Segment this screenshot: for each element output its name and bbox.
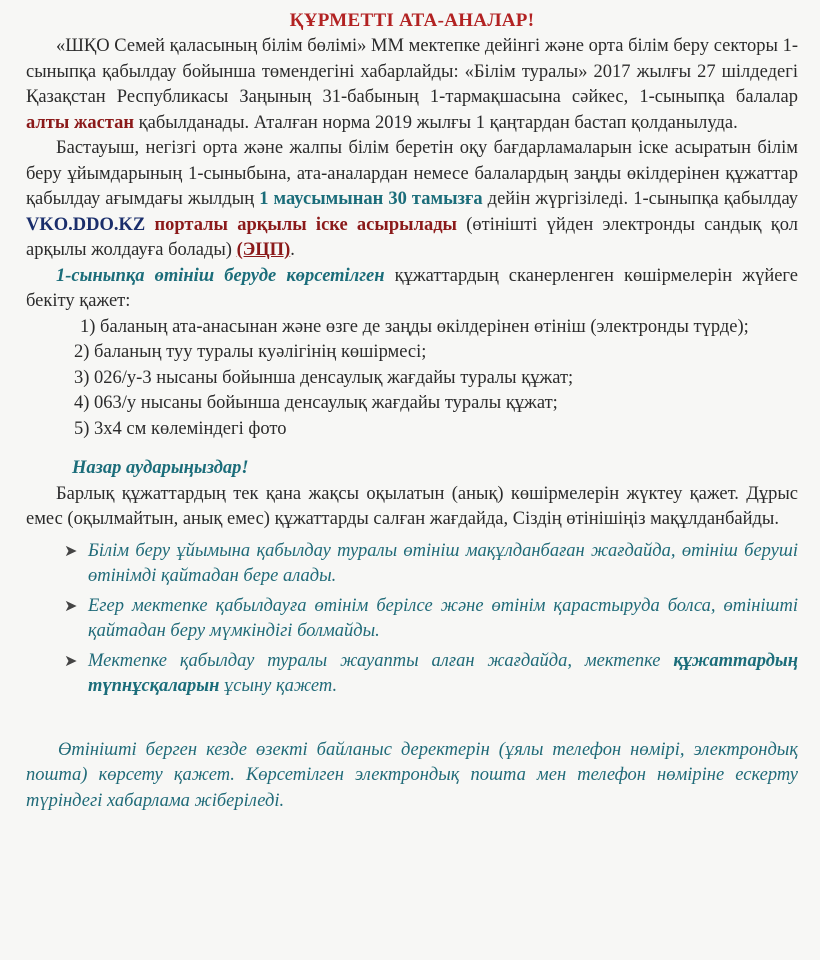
documents-list (26, 315, 798, 443)
admission-paragraph (26, 136, 798, 264)
list-item: 2) баланың туу туралы куәлігінің көшірмесі; (74, 342, 427, 362)
intro-text-1: «ШҚО Семей қаласының білім бөлімі» ММ мектепке дейінгі және орта білім беру секторы 1-сыныпқа қабылдау бойынша төмендегіні хабарлайды: «Білім туралы» 2017 жылғы 27 шілдедегі Қазақстан Республикасы Заңының 31-бабының 1-тармақшасына сәйкес, 1-сыныпқа балалар (26, 36, 798, 107)
list-item: 4) 063/у нысаны бойынша денсаулық жағдайы туралы құжат; (74, 393, 558, 413)
admission-text-1: Бастауыш, негізгі орта және жалпы білім беретін оқу бағдарламаларын іске асыратын білім беру ұйымдарының 1-сыныбына, ата-аналардан немесе балалардың заңды өкілдерінен құжаттар қабылдау ағымдағы жылдың (26, 138, 798, 209)
contact-note: Өтінішті берген кезде өзекті байланыс деректерін (ұялы телефон нөмірі, электрондық пошта) көрсету қажет. Көрсетілген электрондық пошта мен телефон нөміріне ескерту түріндегі хабарлама жіберіледі. (26, 739, 798, 811)
arrowhead-bullet-icon: ➤ (64, 542, 78, 560)
documents-lead: 1-сыныпқа өтініш беруде көрсетілген (56, 265, 385, 286)
attention-heading: Назар аударыңыздар! (72, 458, 249, 478)
age-highlight: алты жастан (26, 112, 135, 133)
note-text: Егер мектепке қабылдауға өтінім берілсе және өтінім қарастыруда болса, өтінішті қайтадан беру мүмкіндігі болмайды. (88, 595, 798, 641)
arrowhead-bullet-icon: ➤ (64, 597, 78, 615)
notes-list (26, 539, 798, 700)
portal-text: порталы арқылы іске асырылады (145, 214, 457, 235)
documents-paragraph (26, 264, 798, 315)
documents-text: құжаттардың сканерленген көшірмелерін жүйеге бекіту қажет: (26, 265, 798, 311)
note-text: Мектепке қабылдау туралы жауапты алған жағдайда, мектепке (88, 650, 674, 671)
note-text-end: ұсыну қажет. (219, 676, 338, 696)
list-item: 1) баланың ата-анасынан және өзге де заңды өкілдерінен өтініш (электронды түрде); (80, 316, 749, 337)
ecp-abbreviation: (ЭЦП) (236, 240, 291, 260)
page-title: ҚҰРМЕТТІ АТА-АНАЛАР! (289, 10, 535, 31)
list-item: 3) 026/у-3 нысаны бойынша денсаулық жағдайы туралы құжат; (74, 367, 574, 388)
note-item (64, 594, 798, 645)
note-item (64, 649, 798, 700)
admission-text-3: (өтінішті үйден электронды сандық қол арқылы жолдауға болады) (26, 214, 798, 260)
list-item: 5) 3х4 см көлеміндегі фото (74, 418, 287, 439)
note-text: Білім беру ұйымына қабылдау туралы өтініш мақұлданбаған жағдайда, өтініш беруші өтінімді қайтадан бере алады. (88, 540, 798, 586)
portal-link[interactable]: VKO.DDO.KZ (26, 214, 146, 235)
attention-paragraph: Барлық құжаттардың тек қана жақсы оқылатын (анық) көшірмелерін жүктеу қажет. Дұрыс емес (оқылмайтын, анық емес) құжаттарды салған жағдайда, Сіздің өтінішіңіз мақұлданбайды. (26, 483, 798, 529)
intro-text-2: қабылданады. Аталған норма 2019 жылғы 1 қаңтардан бастап қолданылуда. (134, 112, 738, 133)
intro-paragraph (26, 34, 798, 136)
admission-dates: 1 маусымынан 30 тамызға (259, 189, 483, 209)
admission-text-2: дейін жүргізіледі. 1-сыныпқа қабылдау (482, 189, 798, 209)
arrowhead-bullet-icon: ➤ (64, 652, 78, 670)
note-item (64, 539, 798, 590)
originals-highlight: құжаттардың түпнұсқаларын (88, 650, 798, 696)
admission-text-4: . (290, 240, 295, 260)
